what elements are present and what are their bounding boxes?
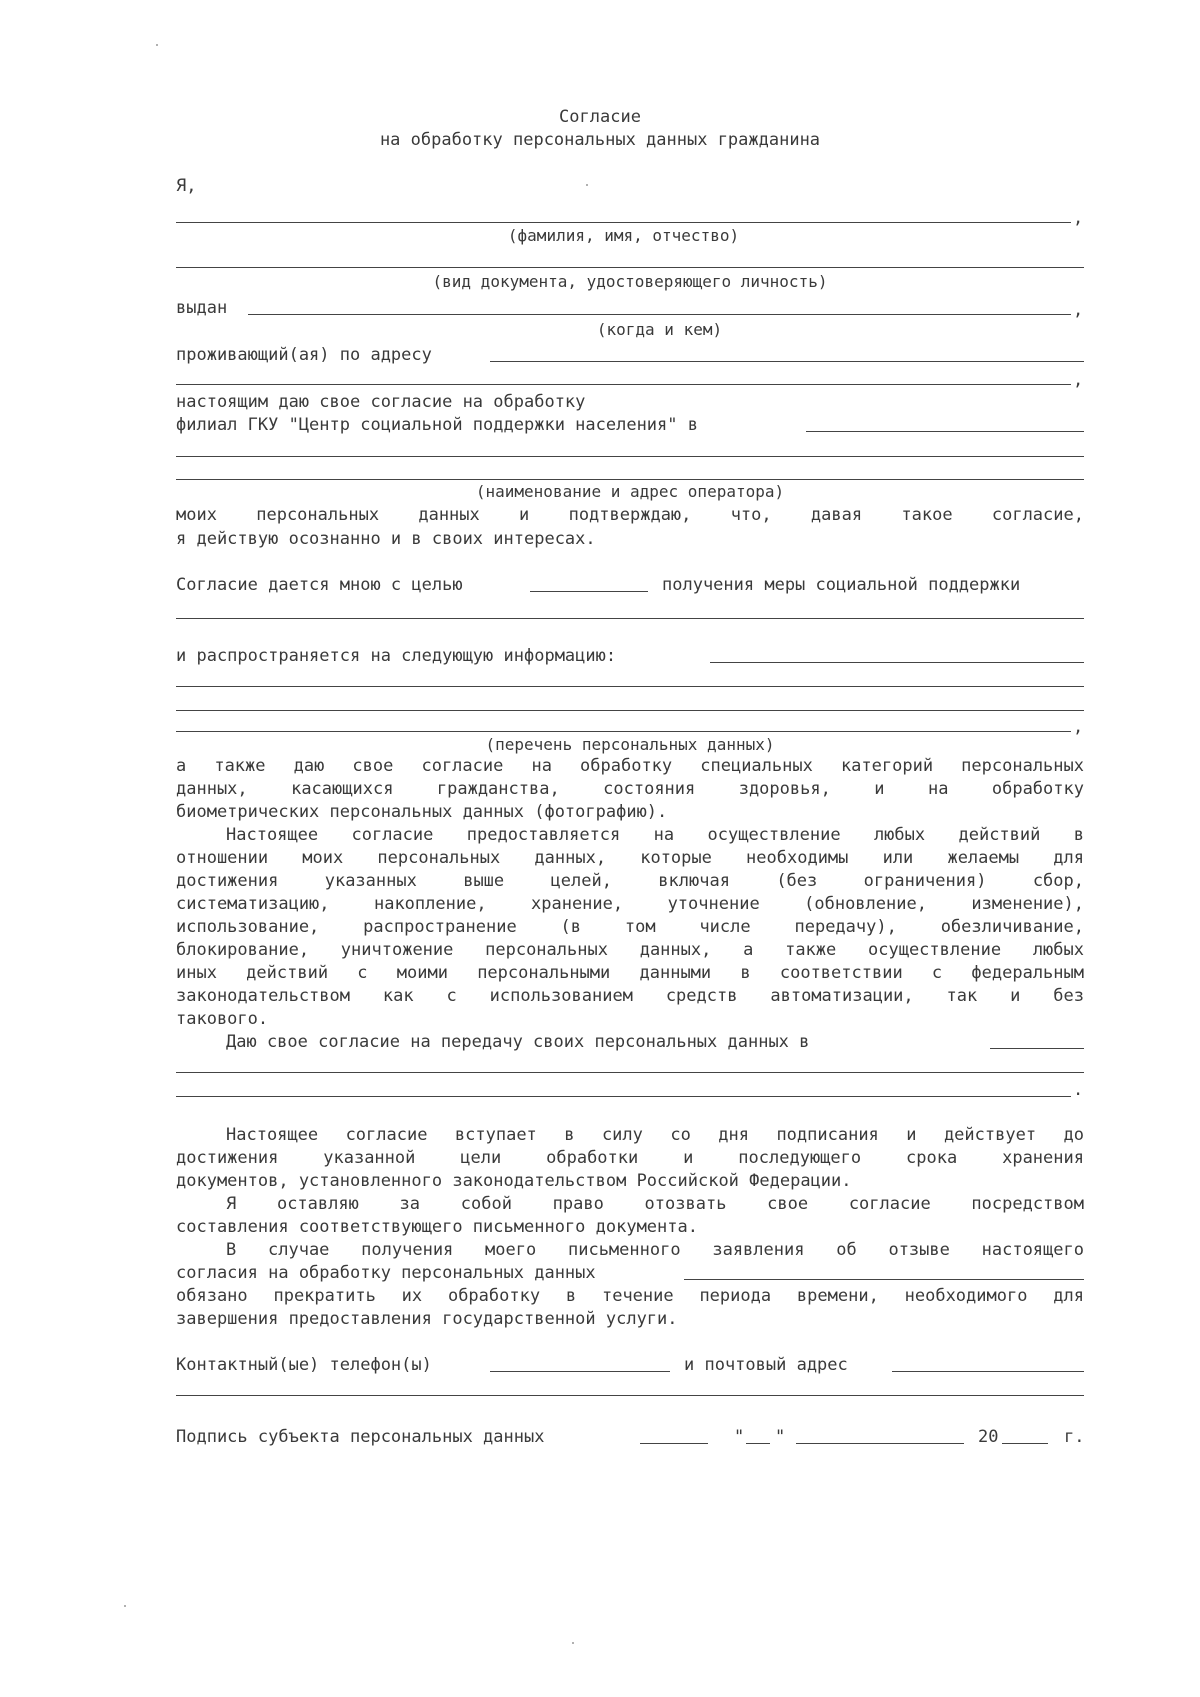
special-line-1: а также даю свое согласие на обработку специальных категорий персональных bbox=[176, 756, 1084, 776]
info-label: и распространяется на следующую информацию: bbox=[176, 646, 617, 666]
info-field-line-4[interactable] bbox=[176, 731, 1071, 732]
actions-line-5: использование, распространение (в том числе передачу), обезличивание, bbox=[176, 917, 1084, 937]
comma: , bbox=[1073, 208, 1084, 228]
signature-label: Подпись субъекта персональных данных bbox=[176, 1427, 545, 1447]
special-line-2: данных, касающихся гражданства, состояния здоровья, и на обработку bbox=[176, 779, 1084, 799]
revocation-line-1: В случае получения моего письменного заявления об отзыве настоящего bbox=[226, 1240, 1084, 1260]
operator-field-line-3[interactable] bbox=[176, 479, 1084, 480]
comma: , bbox=[1073, 300, 1084, 320]
purpose-text: получения меры социальной поддержки bbox=[662, 575, 1021, 595]
date-quotes: " " bbox=[734, 1427, 786, 1447]
info-field-line-3[interactable] bbox=[176, 710, 1084, 711]
moih-line-1: моих персональных данных и подтверждаю, что, давая такое согласие, bbox=[176, 505, 1084, 525]
period: . bbox=[1073, 1080, 1084, 1100]
scan-speck bbox=[572, 1642, 574, 1644]
postal-address-field-line[interactable] bbox=[892, 1371, 1084, 1372]
operator-field-line-2[interactable] bbox=[176, 456, 1084, 457]
comma: , bbox=[1073, 370, 1084, 390]
actions-line-7: иных действий с моими персональными данными в соответствии с федеральным bbox=[176, 963, 1084, 983]
scan-speck bbox=[156, 44, 158, 46]
operator-field-line-1[interactable] bbox=[806, 431, 1084, 432]
revoke-line-1: Я оставляю за собой право отозвать свое согласие посредством bbox=[226, 1194, 1084, 1214]
year-suffix: г. bbox=[1064, 1427, 1085, 1447]
actions-line-8: законодательством как с использованием средств автоматизации, так и без bbox=[176, 986, 1084, 1006]
revocation-line-3: обязано прекратить их обработку в течение периода времени, необходимого для bbox=[176, 1286, 1084, 1306]
special-line-3: биометрических персональных данных (фотографию). bbox=[176, 802, 668, 822]
actions-line-4: систематизацию, накопление, хранение, уточнение (обновление, изменение), bbox=[176, 894, 1084, 914]
hint-document: (вид документа, удостоверяющего личность) bbox=[432, 272, 828, 291]
hint-operator: (наименование и адрес оператора) bbox=[475, 482, 785, 501]
purpose-extra-line[interactable] bbox=[176, 618, 1084, 619]
scan-speck bbox=[124, 1605, 126, 1607]
year-prefix: 20 bbox=[978, 1427, 999, 1447]
moih-line-2: я действую осознанно и в своих интересах. bbox=[176, 529, 596, 549]
info-field-line-1[interactable] bbox=[710, 662, 1084, 663]
validity-line-3: документов, установленного законодательством Российской Федерации. bbox=[176, 1171, 852, 1191]
nastoyashchim-text: настоящим даю свое согласие на обработку bbox=[176, 392, 586, 412]
revoke-line-2: составления соответствующего письменного документа. bbox=[176, 1217, 698, 1237]
month-field-line[interactable] bbox=[796, 1443, 964, 1444]
actions-line-9: такового. bbox=[176, 1009, 269, 1029]
postal-address-label: и почтовый адрес bbox=[684, 1355, 848, 1375]
scan-speck bbox=[586, 184, 588, 186]
revocation-line-4: завершения предоставления государственной услуги. bbox=[176, 1309, 678, 1329]
document-field-line[interactable] bbox=[176, 267, 1084, 268]
address-label: проживающий(ая) по адресу bbox=[176, 345, 432, 365]
actions-line-1: Настоящее согласие предоставляется на осуществление любых действий в bbox=[226, 825, 1084, 845]
purpose-label: Согласие дается мною с целью bbox=[176, 575, 463, 595]
phone-field-line[interactable] bbox=[490, 1371, 670, 1372]
actions-line-3: достижения указанных выше целей, включая (без ограничения) сбор, bbox=[176, 871, 1084, 891]
address-field-line-2[interactable] bbox=[176, 384, 1071, 385]
validity-line-2: достижения указанной цели обработки и последующего срока хранения bbox=[176, 1148, 1084, 1168]
transfer-field-line-1[interactable] bbox=[990, 1048, 1084, 1049]
comma: , bbox=[1073, 717, 1084, 737]
info-field-line-2[interactable] bbox=[176, 686, 1084, 687]
day-field-line[interactable] bbox=[746, 1443, 770, 1444]
transfer-field-line-3[interactable] bbox=[176, 1096, 1071, 1097]
validity-line-1: Настоящее согласие вступает в силу со дня подписания и действует до bbox=[226, 1125, 1084, 1145]
ya-label: Я, bbox=[176, 176, 197, 196]
year-field-line[interactable] bbox=[1002, 1443, 1048, 1444]
phone-label: Контактный(ые) телефон(ы) bbox=[176, 1355, 432, 1375]
actions-line-6: блокирование, уничтожение персональных данных, а также осуществление любых bbox=[176, 940, 1084, 960]
hint-perechen: (перечень персональных данных) bbox=[485, 735, 775, 754]
hint-kogda: (когда и кем) bbox=[596, 320, 723, 339]
actions-line-2: отношении моих персональных данных, которые необходимы или желаемы для bbox=[176, 848, 1084, 868]
document-title: Согласие bbox=[559, 107, 641, 127]
signature-field-line[interactable] bbox=[640, 1443, 708, 1444]
document-subtitle: на обработку персональных данных гражданина bbox=[379, 130, 821, 150]
vydan-field-line[interactable] bbox=[248, 314, 1071, 315]
hint-fio: (фамилия, имя, отчество) bbox=[507, 226, 740, 245]
transfer-field-line-2[interactable] bbox=[176, 1072, 1084, 1073]
purpose-field-line[interactable] bbox=[530, 591, 648, 592]
filial-text: филиал ГКУ "Центр социальной поддержки населения" в bbox=[176, 415, 698, 435]
revocation-operator-line[interactable] bbox=[684, 1279, 1084, 1280]
fio-field-line[interactable] bbox=[176, 222, 1071, 223]
postal-address-field-line-2[interactable] bbox=[176, 1395, 1084, 1396]
address-field-line-1[interactable] bbox=[490, 361, 1084, 362]
transfer-text: Даю свое согласие на передачу своих персональных данных в bbox=[226, 1032, 810, 1052]
vydan-label: выдан bbox=[176, 298, 228, 318]
revocation-line-2: согласия на обработку персональных данных bbox=[176, 1263, 596, 1283]
